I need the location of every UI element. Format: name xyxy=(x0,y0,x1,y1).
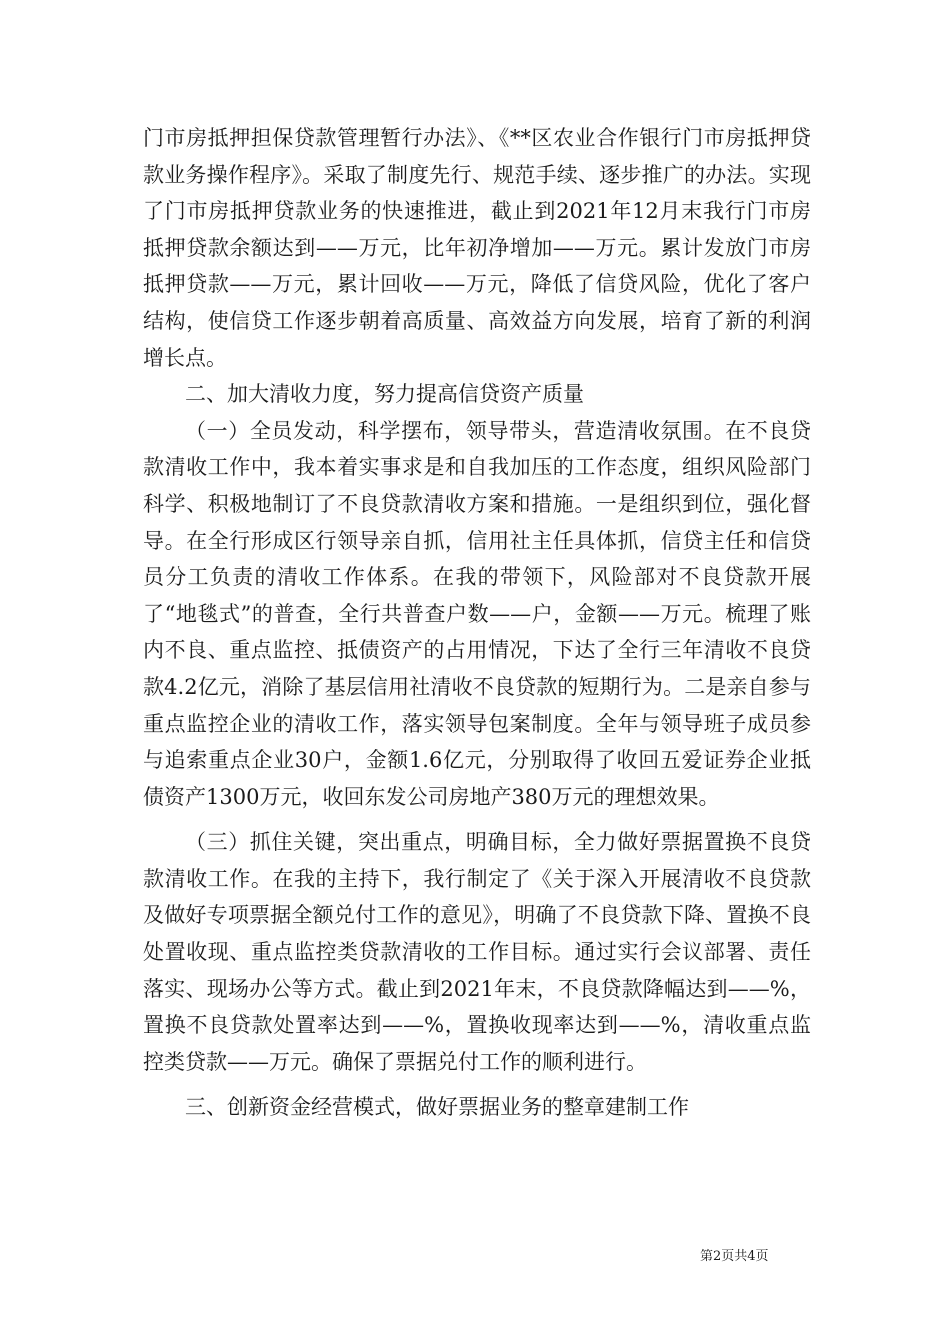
section-heading-two: 二、加大清收力度，努力提高信贷资产质量 xyxy=(185,382,584,407)
document-body xyxy=(143,120,811,1126)
paragraph-continuation: 门市房抵押担保贷款管理暂行办法》、《**区农业合作银行门市房抵押贷款业务操作程序》。采取了制度先行、规范手续、逐步推广的办法。实现了门市房抵押贷款业务的快速推进，截止到2021年12月末我行门市房抵押贷款余额达到——万元，比年初净增加——万元。累计发放门市房抵押贷款——万元，累计回收——万元，降低了信贷风险，优化了客户结构，使信贷工作逐步朝着高质量、高效益方向发展，培育了新的利润增长点。 xyxy=(143,126,811,370)
page-number-footer: 第2页共4页 xyxy=(700,1249,769,1264)
paragraph-subsection-one: （一）全员发动，科学摆布，领导带头，营造清收氛围。在不良贷款清收工作中，我本着实事求是和自我加压的工作态度，组织风险部门科学、积极地制订了不良贷款清收方案和措施。一是组织到位，强化督导。在全行形成区行领导亲自抓，信用社主任具体抓，信贷主任和信贷员分工负责的清收工作体系。在我的带领下，风险部对不良贷款开展了“地毯式”的普查，全行共普查户数——户，金额——万元。梳理了账内不良、重点监控、抵债资产的占用情况，下达了全行三年清收不良贷款4.2亿元，消除了基层信用社清收不良贷款的短期行为。二是亲自参与重点监控企业的清收工作，落实领导包案制度。全年与领导班子成员参与追索重点企业30户，金额1.6亿元，分别取得了收回五爱证券企业抵债资产1300万元，收回东发公司房地产380万元的理想效果。 xyxy=(143,418,811,809)
section-heading-three: 三、创新资金经营模式，做好票据业务的整章建制工作 xyxy=(185,1095,689,1120)
paragraph-subsection-three: （三）抓住关键，突出重点，明确目标，全力做好票据置换不良贷款清收工作。在我的主持下，我行制定了《关于深入开展清收不良贷款及做好专项票据全额兑付工作的意见》，明确了不良贷款下降、置换不良处置收现、重点监控类贷款清收的工作目标。通过实行会议部署、责任落实、现场办公等方式。截止到2021年末，不良贷款降幅达到——%，置换不良贷款处置率达到——%，置换收现率达到——%，清收重点监控类贷款——万元。确保了票据兑付工作的顺利进行。 xyxy=(143,830,811,1074)
